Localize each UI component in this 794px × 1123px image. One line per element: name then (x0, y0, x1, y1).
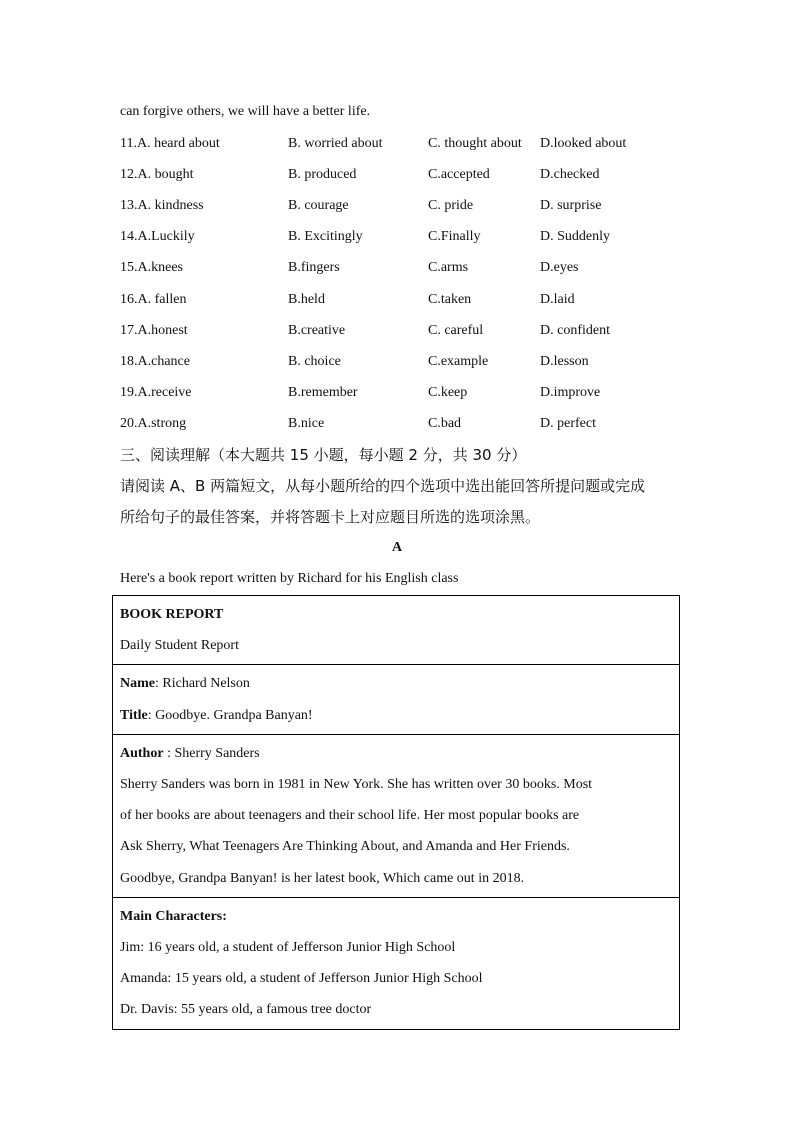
author-bio-line: of her books are about teenagers and their school life. Her most popular books are (120, 808, 580, 824)
characters-label: Main Characters: (120, 908, 227, 924)
character-line: Dr. Davis: 55 years old, a famous tree doctor (120, 1002, 372, 1018)
cloze-row (120, 321, 680, 341)
option-a: 17.A.honest (120, 322, 188, 338)
option-c: C.example (428, 353, 489, 369)
passage-intro: Here's a book report written by Richard for his English class (120, 571, 459, 586)
section-heading: 三、阅读理解（本大题共 15 小题，每小题 2 分，共 30 分） (120, 446, 527, 464)
option-d: D.looked about (540, 136, 627, 151)
option-c: C.bad (428, 415, 462, 431)
report-heading: BOOK REPORT (120, 607, 224, 622)
option-c: C. careful (428, 322, 484, 338)
cloze-row (120, 196, 680, 216)
option-d: D.checked (540, 167, 600, 183)
report-name-title-cell (113, 665, 679, 734)
option-b: B.remember (288, 384, 358, 400)
option-c: C.arms (428, 260, 469, 276)
cloze-row (120, 227, 680, 247)
option-c: C.Finally (428, 229, 481, 245)
option-b: B. courage (288, 198, 349, 214)
author-bio-line: Goodbye, Grandpa Banyan! is her latest book, Which came out in 2018. (120, 870, 525, 886)
name-value: : Richard Nelson (155, 676, 250, 692)
report-subheading: Daily Student Report (120, 638, 239, 654)
cloze-row (120, 414, 680, 434)
option-b: B. Excitingly (288, 229, 363, 245)
option-d: D. confident (540, 322, 610, 338)
report-header-cell (113, 596, 679, 665)
option-d: D. Suddenly (540, 229, 610, 245)
option-b: B. choice (288, 353, 341, 369)
option-d: D. perfect (540, 415, 596, 431)
author-label: Author (120, 745, 164, 761)
option-a: 19.A.receive (120, 384, 192, 400)
option-a: 15.A.knees (120, 260, 183, 276)
cloze-row (120, 165, 680, 185)
title-label: Title (120, 707, 148, 723)
option-a: 12.A. bought (120, 167, 194, 183)
passage-label: A (391, 540, 403, 555)
option-a: 13.A. kindness (120, 198, 204, 214)
option-d: D.lesson (540, 353, 589, 369)
cloze-row (120, 134, 680, 154)
intro-line: can forgive others, we will have a better life. (120, 104, 371, 119)
report-author-cell (113, 735, 679, 898)
cloze-row (120, 290, 680, 310)
option-b: B.held (288, 291, 325, 307)
option-b: B.creative (288, 322, 346, 338)
name-label: Name (120, 676, 155, 692)
instructions-line-2: 所给句子的最佳答案，并将答题卡上对应题目所选的选项涂黑。 (120, 508, 541, 526)
option-d: D.laid (540, 291, 575, 307)
option-b: B. produced (288, 167, 357, 183)
book-report-table (112, 595, 680, 1030)
option-b: B.nice (288, 415, 325, 431)
report-author-line (120, 738, 679, 769)
report-name-line (120, 668, 679, 699)
option-a: 16.A. fallen (120, 291, 187, 307)
cloze-row (120, 383, 680, 403)
option-c: C.keep (428, 384, 468, 400)
character-line: Jim: 16 years old, a student of Jefferson Junior High School (120, 940, 456, 956)
option-d: D.improve (540, 384, 601, 400)
option-c: C.taken (428, 291, 472, 307)
option-a: 18.A.chance (120, 353, 190, 369)
option-a: 11.A. heard about (120, 136, 220, 151)
instructions-line-1: 请阅读 A、B 两篇短文，从每小题所给的四个选项中选出能回答所提问题或完成 (120, 477, 646, 495)
cloze-row (120, 352, 680, 372)
option-c: C. pride (428, 198, 474, 214)
cloze-row (120, 258, 680, 278)
report-title-line (120, 700, 679, 731)
report-characters-cell (113, 898, 679, 1029)
title-value: : Goodbye. Grandpa Banyan! (147, 707, 313, 723)
author-bio-line: Sherry Sanders was born in 1981 in New York. She has written over 30 books. Most (120, 777, 593, 793)
author-bio-line: Ask Sherry, What Teenagers Are Thinking About, and Amanda and Her Friends. (120, 839, 570, 855)
option-b: B.fingers (288, 260, 340, 276)
option-d: D. surprise (540, 198, 602, 214)
option-c: C. thought about (428, 136, 522, 151)
option-c: C.accepted (428, 167, 490, 183)
option-a: 20.A.strong (120, 415, 187, 431)
option-a: 14.A.Luckily (120, 229, 195, 245)
option-d: D.eyes (540, 260, 579, 276)
option-b: B. worried about (288, 136, 383, 151)
character-line: Amanda: 15 years old, a student of Jefferson Junior High School (120, 971, 483, 987)
author-value: : Sherry Sanders (163, 745, 260, 761)
